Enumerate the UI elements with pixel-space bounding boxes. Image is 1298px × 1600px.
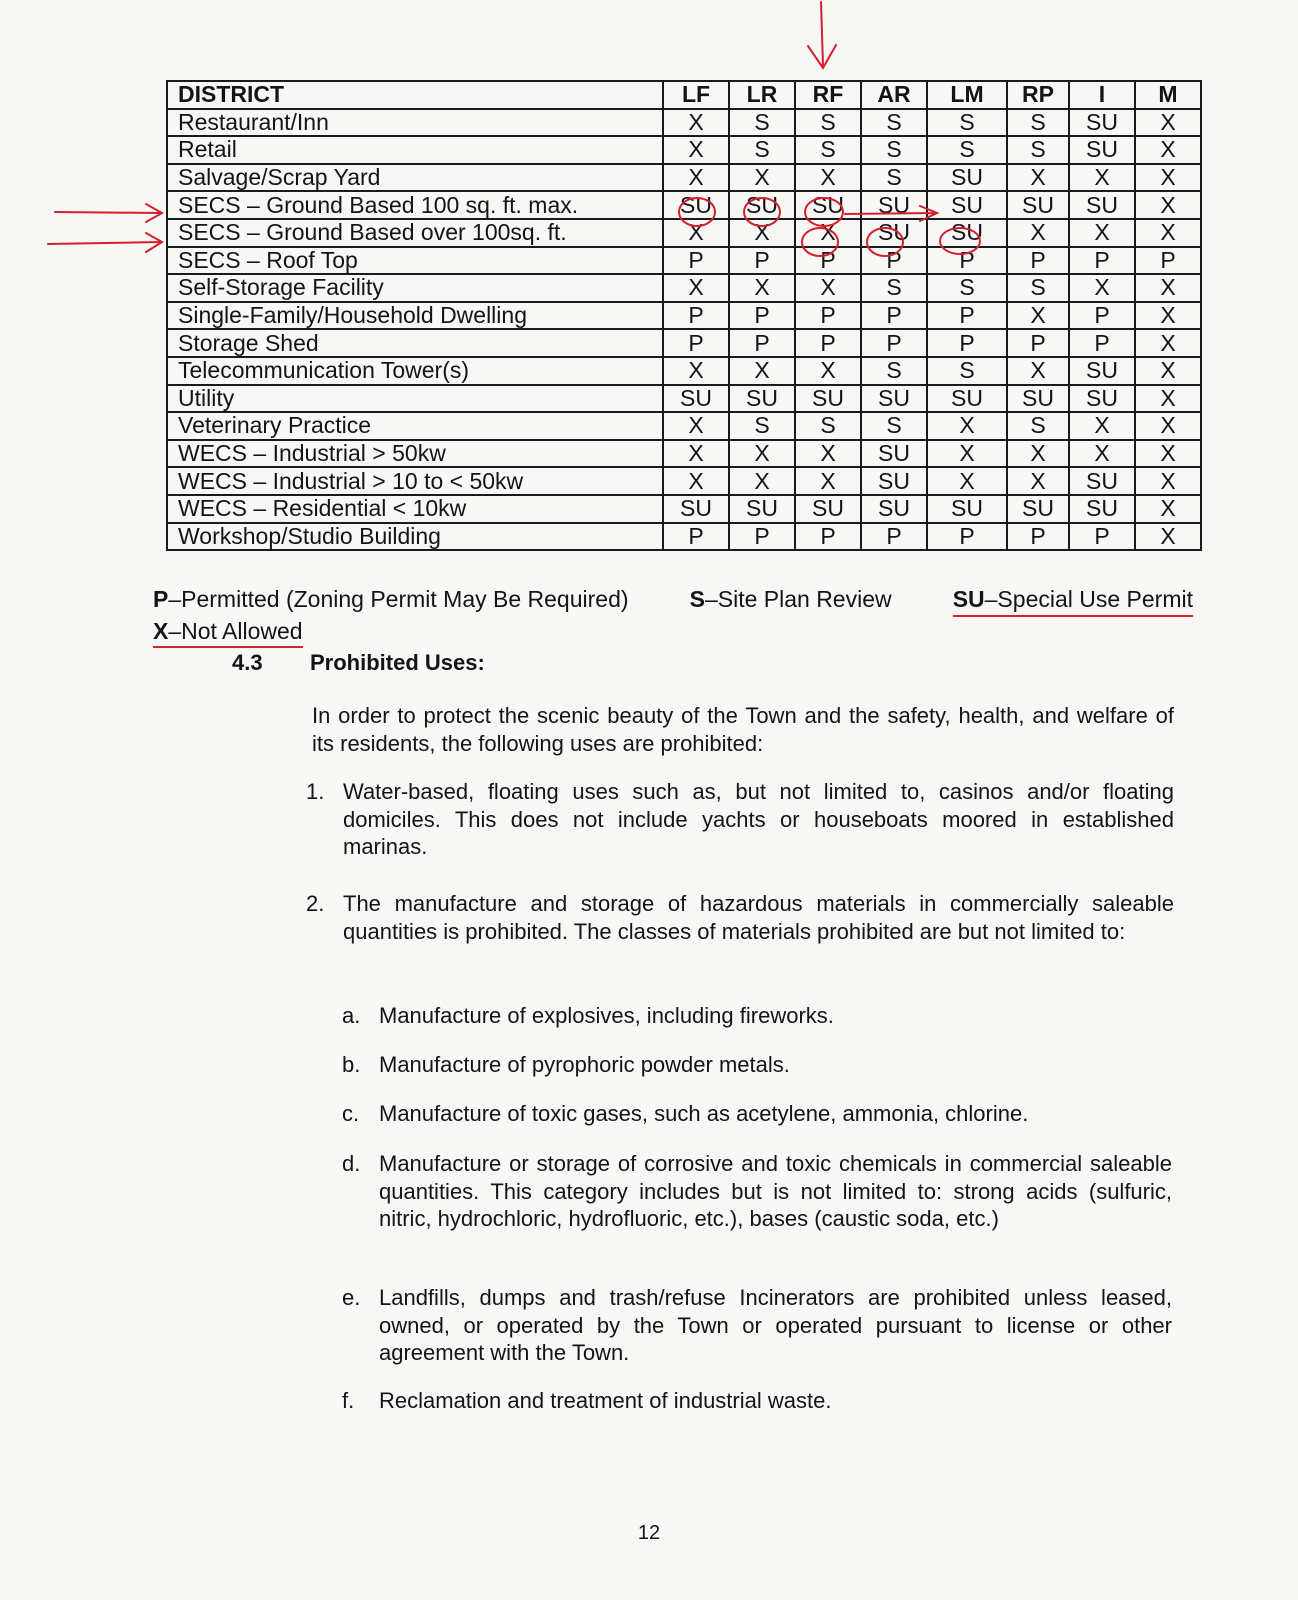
table-cell: SU (1069, 136, 1135, 164)
legend-permitted: P–Permitted (Zoning Permit May Be Required) (153, 586, 629, 612)
header-col: M (1135, 81, 1201, 109)
table-cell: P (663, 523, 729, 551)
table-cell: S (1007, 412, 1069, 440)
table-row (167, 302, 1201, 330)
table-row (167, 329, 1201, 357)
section-title: Prohibited Uses: (310, 650, 485, 675)
table-cell: X (1135, 274, 1201, 302)
header-district: DISTRICT (167, 81, 663, 109)
header-col: LF (663, 81, 729, 109)
table-cell: P (1069, 247, 1135, 275)
table-cell: X (1135, 440, 1201, 468)
table-cell: P (1135, 247, 1201, 275)
table-cell: X (1135, 329, 1201, 357)
table-cell: X (1007, 164, 1069, 192)
use-label: Utility (167, 385, 663, 413)
table-cell: P (729, 247, 795, 275)
table-cell: S (861, 357, 927, 385)
use-label: Self-Storage Facility (167, 274, 663, 302)
legend-not-allowed: X–Not Allowed (153, 618, 303, 648)
table-cell: SU (663, 495, 729, 523)
table-cell: P (1007, 523, 1069, 551)
table-row (167, 412, 1201, 440)
use-label: SECS – Roof Top (167, 247, 663, 275)
use-label: WECS – Industrial > 10 to < 50kw (167, 467, 663, 495)
use-label: Telecommunication Tower(s) (167, 357, 663, 385)
table-cell: SU (1007, 191, 1069, 219)
table-cell: S (927, 357, 1007, 385)
table-cell: X (1135, 523, 1201, 551)
table-cell: P (927, 302, 1007, 330)
table-cell: X (663, 467, 729, 495)
table-cell: S (927, 109, 1007, 137)
table-cell: SU (1069, 467, 1135, 495)
table-cell: X (1135, 164, 1201, 192)
table-legend (153, 585, 1193, 645)
table-cell: SU (1069, 495, 1135, 523)
table-row (167, 467, 1201, 495)
use-label: Retail (167, 136, 663, 164)
table-row (167, 247, 1201, 275)
table-cell: X (1007, 467, 1069, 495)
table-cell: X (795, 274, 861, 302)
table-cell: SU (795, 385, 861, 413)
use-label: Veterinary Practice (167, 412, 663, 440)
table-cell: P (663, 329, 729, 357)
table-cell: S (795, 109, 861, 137)
table-cell: X (663, 219, 729, 247)
table-cell: SU (1007, 495, 1069, 523)
table-cell: S (861, 412, 927, 440)
table-cell: SU (861, 385, 927, 413)
table-cell: SU (795, 495, 861, 523)
table-cell: S (861, 274, 927, 302)
table-cell: X (663, 440, 729, 468)
table-cell: S (1007, 109, 1069, 137)
table-cell: X (663, 164, 729, 192)
table-cell: SU (729, 191, 795, 219)
table-cell: X (729, 274, 795, 302)
table-cell: X (795, 467, 861, 495)
table-cell: P (927, 523, 1007, 551)
table-cell: X (927, 440, 1007, 468)
use-label: WECS – Industrial > 50kw (167, 440, 663, 468)
table-cell: SU (729, 495, 795, 523)
table-cell: X (1135, 109, 1201, 137)
table-cell: X (729, 440, 795, 468)
table-cell: SU (1069, 191, 1135, 219)
table-cell: S (795, 136, 861, 164)
table-cell: SU (927, 219, 1007, 247)
table-cell: X (1135, 495, 1201, 523)
table-cell: X (1007, 302, 1069, 330)
table-cell: X (729, 164, 795, 192)
use-label: SECS – Ground Based 100 sq. ft. max. (167, 191, 663, 219)
use-label: Storage Shed (167, 329, 663, 357)
table-cell: S (927, 274, 1007, 302)
table-cell: X (1135, 136, 1201, 164)
table-cell: P (1069, 329, 1135, 357)
section-number: 4.3 (232, 650, 263, 675)
table-cell: SU (729, 385, 795, 413)
table-cell: SU (927, 164, 1007, 192)
table-cell: X (663, 136, 729, 164)
table-cell: SU (1069, 109, 1135, 137)
table-cell: P (927, 329, 1007, 357)
table-cell: S (729, 109, 795, 137)
table-cell: S (861, 136, 927, 164)
table-row (167, 357, 1201, 385)
table-cell: X (795, 440, 861, 468)
table-cell: SU (927, 191, 1007, 219)
table-row (167, 385, 1201, 413)
table-cell: P (927, 247, 1007, 275)
table-cell: X (1007, 219, 1069, 247)
table-cell: X (1135, 302, 1201, 330)
table-cell: SU (1069, 385, 1135, 413)
table-cell: S (1007, 136, 1069, 164)
use-label: Single-Family/Household Dwelling (167, 302, 663, 330)
table-body (167, 109, 1201, 551)
table-cell: X (729, 467, 795, 495)
table-cell: P (795, 523, 861, 551)
table-cell: X (1135, 385, 1201, 413)
table-cell: X (729, 357, 795, 385)
table-cell: SU (861, 191, 927, 219)
table-cell: P (795, 247, 861, 275)
table-cell: SU (861, 440, 927, 468)
table-cell: P (729, 302, 795, 330)
table-cell: SU (927, 385, 1007, 413)
table-row (167, 136, 1201, 164)
table-cell: P (1007, 247, 1069, 275)
use-label: SECS – Ground Based over 100sq. ft. (167, 219, 663, 247)
section-intro: In order to protect the scenic beauty of the Town and the safety, health, and welfare of its residents, the following uses are prohibited: (312, 703, 1174, 756)
table-cell: SU (861, 495, 927, 523)
table-cell: P (861, 329, 927, 357)
use-label: Restaurant/Inn (167, 109, 663, 137)
table-cell: S (927, 136, 1007, 164)
down-arrow-icon (808, 2, 836, 68)
table-cell: X (663, 357, 729, 385)
table-row (167, 495, 1201, 523)
use-label: Salvage/Scrap Yard (167, 164, 663, 192)
page-number: 12 (637, 1522, 661, 1544)
table-cell: X (729, 219, 795, 247)
table-cell: X (663, 412, 729, 440)
header-col: LM (927, 81, 1007, 109)
table-cell: P (795, 302, 861, 330)
table-cell: SU (795, 191, 861, 219)
table-cell: X (1069, 440, 1135, 468)
header-col: RP (1007, 81, 1069, 109)
table-cell: X (1135, 191, 1201, 219)
use-label: Workshop/Studio Building (167, 523, 663, 551)
table-cell: X (663, 274, 729, 302)
header-col: LR (729, 81, 795, 109)
table-cell: S (729, 412, 795, 440)
use-label: WECS – Residential < 10kw (167, 495, 663, 523)
table-row (167, 523, 1201, 551)
table-cell: P (1069, 302, 1135, 330)
table-cell: P (861, 302, 927, 330)
table-cell: X (795, 219, 861, 247)
legend-special-use: SU–Special Use Permit (953, 585, 1193, 617)
table-cell: P (729, 329, 795, 357)
right-arrow-icon (55, 204, 162, 222)
table-row (167, 440, 1201, 468)
table-header-row (167, 81, 1201, 109)
legend-site-plan: S–Site Plan Review (689, 586, 892, 612)
header-col: RF (795, 81, 861, 109)
table-cell: S (795, 412, 861, 440)
zoning-table (166, 80, 1202, 551)
table-cell: X (1135, 412, 1201, 440)
table-cell: P (861, 247, 927, 275)
table-cell: P (1069, 523, 1135, 551)
table-cell: X (1069, 219, 1135, 247)
header-col: AR (861, 81, 927, 109)
table-cell: SU (1007, 385, 1069, 413)
table-cell: X (1135, 357, 1201, 385)
table-cell: X (927, 412, 1007, 440)
table-cell: SU (663, 191, 729, 219)
header-col: I (1069, 81, 1135, 109)
table-cell: SU (663, 385, 729, 413)
table-cell: P (861, 523, 927, 551)
table-row (167, 109, 1201, 137)
table-cell: S (1007, 274, 1069, 302)
table-cell: X (1135, 467, 1201, 495)
table-cell: X (795, 357, 861, 385)
table-cell: SU (861, 219, 927, 247)
table-cell: X (927, 467, 1007, 495)
table-cell: P (795, 329, 861, 357)
table-cell: X (1007, 440, 1069, 468)
table-row (167, 191, 1201, 219)
table-cell: X (1069, 412, 1135, 440)
table-cell: SU (927, 495, 1007, 523)
table-row (167, 274, 1201, 302)
table-cell: SU (1069, 357, 1135, 385)
table-cell: S (729, 136, 795, 164)
table-cell: SU (861, 467, 927, 495)
right-arrow-icon (48, 233, 162, 252)
table-cell: X (1069, 274, 1135, 302)
table-cell: P (663, 302, 729, 330)
table-cell: P (729, 523, 795, 551)
table-cell: S (861, 164, 927, 192)
section-heading (232, 650, 485, 676)
table-cell: X (1007, 357, 1069, 385)
table-cell: P (663, 247, 729, 275)
table-cell: X (1069, 164, 1135, 192)
document-page: DISTRICT LF LR RF AR LM RP I M Restaurant/Inn X S S S S S SU X Retail X S S S S S SU X Salvage/Scrap Yard X X X S SU X X X SECS – Ground Based 100 sq. ft. max. SU SU SU SU SU SU SU X SECS – Ground Based over 100sq. ft. X X X SU SU X X X SECS – Roof Top P P P P P P P P Self-Storage Facility X X X S S S X X Single-Family/Household Dwelling P P P P P X P X Storage Shed P P P P P P P X Telecommunication Tower(s) X X X S S X SU X Utility SU SU SU SU SU SU SU X Veterinary Practice X S S S X S X X WECS – Industrial > 50kw X X X SU X X X X WECS – Industrial > 10 to < 50kw X X X SU X X SU X WECS – Residential < 10kw SU SU SU SU SU SU SU X Workshop/Studio Building P P P P P P P X P–Permitted (Zoning Permit May Be Required) S–Site Plan Review SU–Special Use Permit X–Not Allowed 4.3 Prohibited Uses: In order to protect the scenic beauty of the Town and the safety, health, and welfare of its residents, the following uses are prohibited: 1. Water-based, floating uses such as, but not limited to, casinos and/or floating domiciles. This does not include yachts or houseboats moored in established marinas. 2. The manufacture and storage of hazardous materials in commercially saleable quantities is prohibited. The classes of materials prohibited are but not limited to: a. Manufacture of explosives, including fireworks. b. Manufacture of pyrophoric powder metals. c. Manufacture of toxic gases, such as acetylene, ammonia, chlorine. d. Manufacture or storage of corrosive and toxic chemicals in commercial saleable quantities. This category includes but is not limited to: strong acids (sulfuric, nitric, hydrochloric, hydrofluoric, etc.), bases (caustic soda, etc.) e. Landfills, dumps and trash/refuse Incinerators are prohibited unless leased, owned, or operated by the Town or operated pursuant to license or other agreement with the Town. f. Reclamation and treatment of industrial waste. 12 (0, 0, 1298, 1600)
table-cell: P (1007, 329, 1069, 357)
table-row (167, 219, 1201, 247)
table-row (167, 164, 1201, 192)
table-cell: X (663, 109, 729, 137)
table-cell: X (1135, 219, 1201, 247)
table-cell: S (861, 109, 927, 137)
table-cell: X (795, 164, 861, 192)
